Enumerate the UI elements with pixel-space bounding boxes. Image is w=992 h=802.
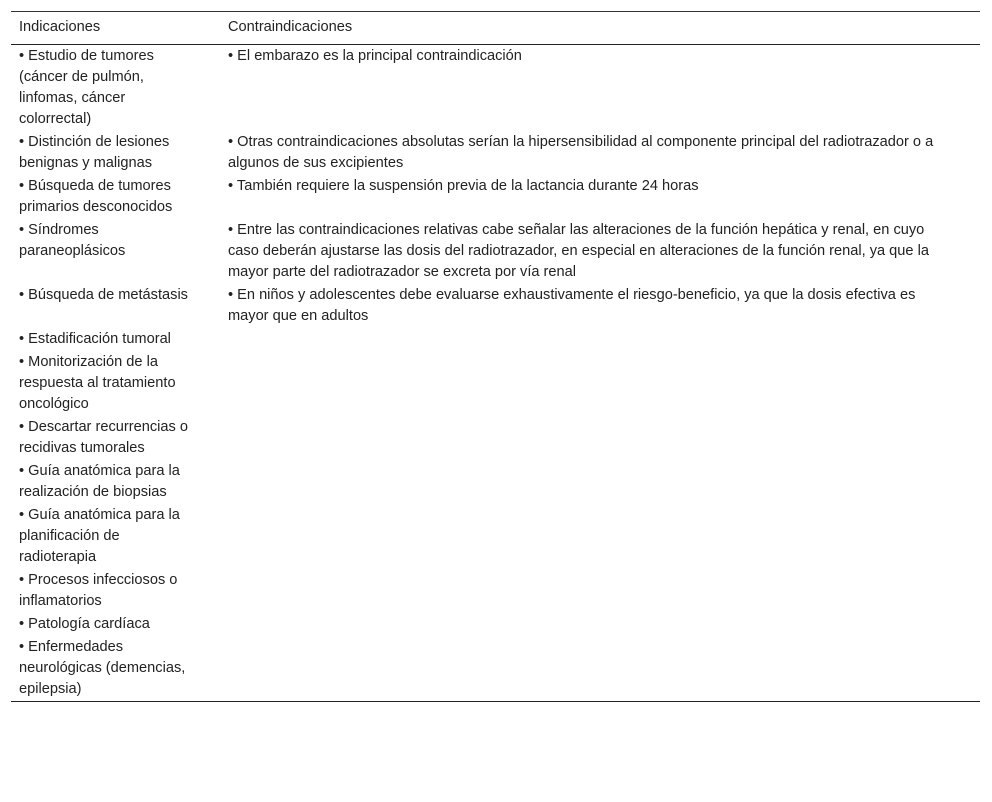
contraindication-cell bbox=[220, 636, 980, 702]
table-row bbox=[11, 416, 980, 460]
contraindication-cell bbox=[220, 569, 980, 613]
header-contraindicaciones: Contraindicaciones bbox=[220, 12, 980, 45]
contraindication-cell: • En niños y adolescentes debe evaluarse exhaustivamente el riesgo-beneficio, ya que la dosis efectiva es mayor que en adultos bbox=[228, 287, 916, 324]
contraindication-cell bbox=[220, 328, 980, 351]
table-row bbox=[11, 613, 980, 636]
indication-cell: • Descartar recurrencias o recidivas tumorales bbox=[19, 419, 188, 456]
table-row bbox=[11, 328, 980, 351]
table-header-row bbox=[11, 12, 980, 45]
contraindication-cell bbox=[220, 504, 980, 569]
indication-cell: • Guía anatómica para la planificación de radioterapia bbox=[19, 507, 180, 565]
indication-cell: • Monitorización de la respuesta al tratamiento oncológico bbox=[19, 354, 176, 412]
table-row bbox=[11, 131, 980, 175]
table-row bbox=[11, 175, 980, 219]
table-row bbox=[11, 504, 980, 569]
table-row bbox=[11, 351, 980, 416]
indication-cell: • Distinción de lesiones benignas y malignas bbox=[19, 134, 170, 171]
indication-cell: • Guía anatómica para la realización de biopsias bbox=[19, 463, 180, 500]
table-row bbox=[11, 460, 980, 504]
table-row bbox=[11, 45, 980, 132]
indication-cell: • Enfermedades neurológicas (demencias, epilepsia) bbox=[19, 639, 186, 697]
indication-cell: • Síndromes paraneoplásicos bbox=[19, 222, 126, 259]
indication-cell: • Búsqueda de metástasis bbox=[19, 287, 188, 303]
contraindication-cell: • Entre las contraindicaciones relativas cabe señalar las alteraciones de la función hepática y renal, en cuyo caso deberán ajustarse las dosis del radiotrazador, en especial en alteraciones de la función renal, ya que la mayor parte del radiotrazador se excreta por vía renal bbox=[228, 222, 929, 280]
indications-table bbox=[11, 11, 980, 702]
contraindication-cell bbox=[220, 460, 980, 504]
table-body bbox=[11, 45, 980, 702]
header-indicaciones: Indicaciones bbox=[11, 12, 220, 45]
contraindication-cell bbox=[220, 613, 980, 636]
indication-cell: • Estadificación tumoral bbox=[19, 331, 171, 347]
table-row bbox=[11, 284, 980, 328]
indication-cell: • Procesos infecciosos o inflamatorios bbox=[19, 572, 178, 609]
contraindication-cell: • Otras contraindicaciones absolutas serían la hipersensibilidad al componente principal del radiotrazador o a algunos de sus excipientes bbox=[228, 134, 934, 171]
contraindication-cell bbox=[220, 351, 980, 416]
contraindication-cell: • También requiere la suspensión previa de la lactancia durante 24 horas bbox=[228, 178, 699, 194]
contraindication-cell bbox=[220, 416, 980, 460]
indication-cell: • Estudio de tumores (cáncer de pulmón, linfomas, cáncer colorrectal) bbox=[19, 48, 154, 127]
contraindication-cell: • El embarazo es la principal contraindicación bbox=[228, 48, 522, 64]
table-row bbox=[11, 636, 980, 702]
indication-cell: • Patología cardíaca bbox=[19, 616, 150, 632]
indication-cell: • Búsqueda de tumores primarios desconocidos bbox=[19, 178, 173, 215]
table-row bbox=[11, 219, 980, 284]
table-row bbox=[11, 569, 980, 613]
